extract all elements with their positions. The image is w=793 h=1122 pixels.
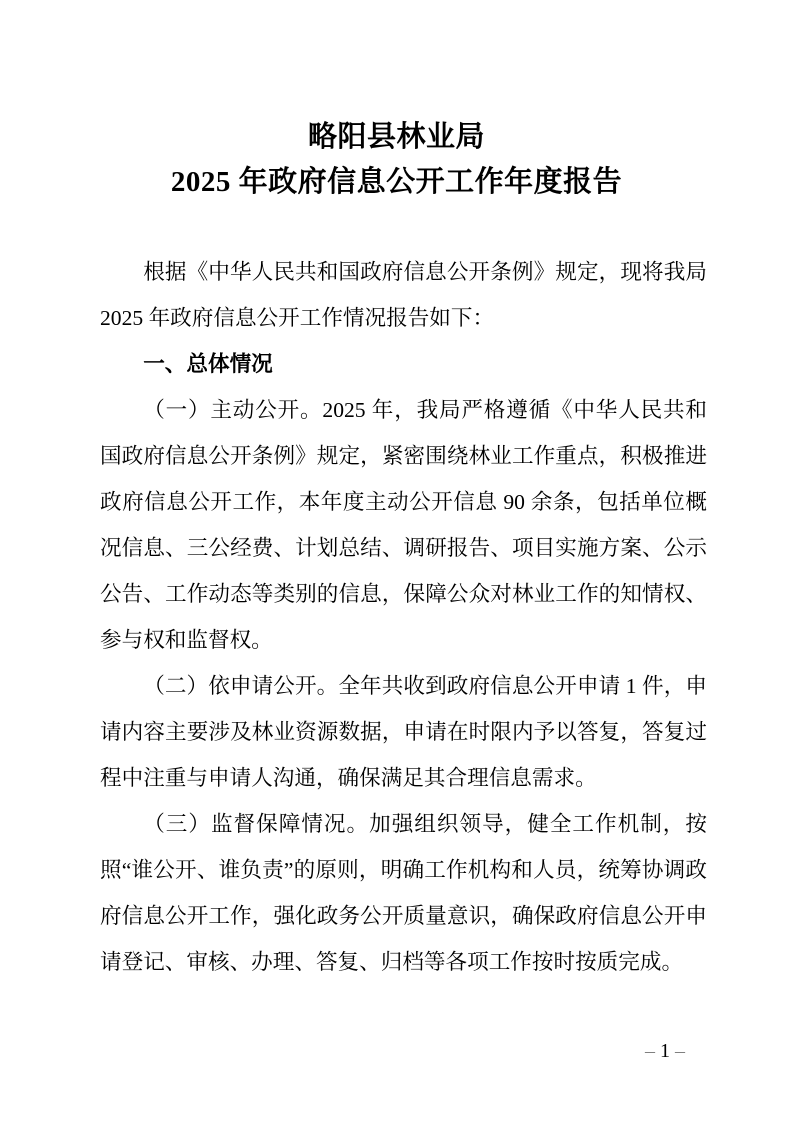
page-number — [640, 1040, 690, 1062]
paragraph-disclosure-upon-request: （二）依申请公开。全年共收到政府信息公开申请 1 件，申请内容主要涉及林业资源数据，申请在时限内予以答复，答复过程中注重与申请人沟通，确保满足其合理信息需求。 — [100, 674, 707, 790]
title-line-1: 略阳县林业局 — [307, 121, 485, 153]
section-heading-overview: 一、总体情况 — [143, 351, 273, 376]
page-number-dash-left: – — [645, 1040, 655, 1062]
page-number-dash-right: – — [675, 1040, 685, 1062]
paragraph-intro: 根据《中华人民共和国政府信息公开条例》规定，现将我局 2025 年政府信息公开工作情况报告如下： — [100, 260, 707, 330]
title-line-2: 2025 年政府信息公开工作年度报告 — [170, 166, 623, 198]
paragraph-proactive-disclosure: （一）主动公开。2025 年，我局严格遵循《中华人民共和国政府信息公开条例》规定，紧密围绕林业工作重点，积极推进政府信息公开工作，本年度主动公开信息 90 余条，包括单位概况信息、三公经费、计划总结、调研报告、项目实施方案、公示公告、工作动态等类别的信息，保障公众对林业工作的知情权、参与权和监督权。 — [100, 398, 707, 652]
paragraph-supervision-safeguards: （三）监督保障情况。加强组织领导，健全工作机制，按照“谁公开、谁负责”的原则，明确工作机构和人员，统筹协调政府信息公开工作，强化政务公开质量意识，确保政府信息公开申请登记、审核、办理、答复、归档等各项工作按时按质完成。 — [100, 812, 707, 974]
document-body — [100, 249, 707, 985]
page-number-value: 1 — [660, 1040, 670, 1062]
document-title — [0, 0, 793, 205]
